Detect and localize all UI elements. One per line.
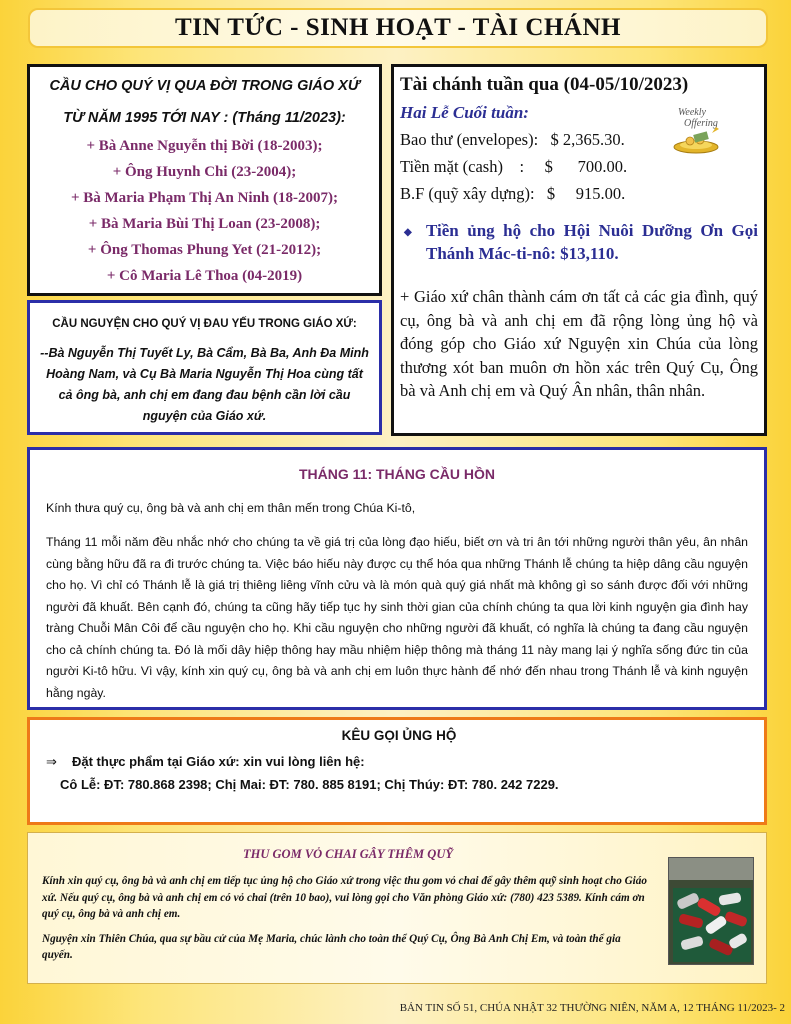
finance-subtitle: Hai Lễ Cuối tuần: (400, 103, 529, 122)
bottle-collection-title: THU GOM VỎ CHAI GÂY THÊM QUỸ (243, 847, 453, 861)
appeal-food-order (46, 752, 752, 772)
deceased-subheading: TỪ NĂM 1995 TỚI NAY : (Tháng 11/2023): (63, 110, 346, 126)
vocation-fund-item (400, 219, 758, 265)
finance-row-building-fund: B.F (quỹ xây dựng): $ 915.00. (400, 184, 626, 203)
deceased-names-list (30, 133, 379, 289)
double-arrow-right-icon: ⇒ (46, 754, 57, 769)
page-header (28, 8, 768, 48)
weekly-offering-icon (670, 103, 730, 159)
footer-issue-info: BẢN TIN SỐ 51, CHÚA NHẬT 32 THƯỜNG NIÊN, NĂM A, 12 THÁNG 11/2023- 2 (399, 1002, 785, 1014)
sick-names-text: --Bà Nguyễn Thị Tuyết Ly, Bà Cẩm, Bà Ba, Anh Đa Minh Hoàng Nam, và Cụ Bà Maria Nguyễn Thị Hoa cùng tất cả ông bà, anh chị em đang đau bệnh cần lời cầu nguyện của Giáo xứ. (40, 346, 369, 423)
bottle-collection-text: Kính xin quý cụ, ông bà và anh chị em tiếp tục ủng hộ cho Giáo xứ trong việc thu gom vỏ chai để gây thêm quỹ sinh hoạt cho Giáo xứ. Nếu quý cụ, ông bà và anh chị em có vỏ chai (trên 10 bao), vui lòng gọi cho Văn phòng Giáo xứ: (780) 423 5389. Kính cám ơn quý cụ, ông bà và anh chị em. (42, 875, 647, 920)
bottles-photo (668, 857, 754, 965)
sick-prayer-box (27, 300, 382, 435)
finance-title: Tài chánh tuần qua (04-05/10/2023) (400, 74, 689, 95)
deceased-name: + Bà Anne Nguyễn thị Bời (18-2003); (86, 138, 323, 154)
finance-row-envelopes: Bao thư (envelopes): $ 2,365.30. (400, 130, 625, 149)
deceased-name: + Bà Maria Bùi Thị Loan (23-2008); (88, 216, 321, 232)
sick-heading: CẦU NGUYỆN CHO QUÝ VỊ ĐAU YẾU TRONG GIÁO XỨ: (52, 318, 357, 330)
finance-row-cash: Tiền mặt (cash) : $ 700.00. (400, 157, 628, 176)
deceased-prayer-box (27, 64, 382, 296)
deceased-name: + Ông Thomas Phung Yet (21-2012); (87, 242, 322, 258)
vocation-fund-text: Tiền ủng hộ cho Hội Nuôi Dưỡng Ơn Gọi Thánh Mác-ti-nô: $13,110. (426, 221, 758, 263)
november-paragraph: Tháng 11 mỗi năm đều nhắc nhớ cho chúng ta về giá trị của lòng đạo hiếu, biết ơn và tri ân tới những người thân yêu, ân nhân cùng bằng hữu đã ra đi trước chúng ta. Việc báo hiếu này được cụ thể hóa qua những Thánh lễ chúng ta hiệp dâng cầu nguyện cho họ. Vì chỉ có Thánh lễ là giá trị thiêng liêng vĩnh cửu và là món quà quý giá nhất mà không gì so sánh được đối với những người đã khuất. Bên cạnh đó, chúng ta cũng hãy tiếp tục hy sinh thời gian của chính chúng ta qua lời kinh nguyện gia đình hay tràng Chuỗi Mân Côi để cầu nguyện cho họ. Khi cầu nguyện cho những người đã khuất, có nghĩa là chúng ta đang cầu nguyện cho cả chính chúng ta. Đó là mối dây hiệp thông hay mầu nhiệm hiệp thông mà tháng 11 này mang lại ý nghĩa sống đức tin của người Ki-tô hữu. Vì vậy, kính xin quý cụ, ông bà và anh chị em luôn thực hành để nhớ đến nhau trong Thánh lễ và kinh nguyện hằng ngày. (46, 535, 748, 700)
deceased-name: + Bà Maria Phạm Thị An Ninh (18-2007); (70, 190, 339, 206)
deceased-name: + Ông Huynh Chi (23-2004); (112, 164, 297, 180)
appeal-food-order-text: Đặt thực phẩm tại Giáo xứ: xin vui lòng liên hệ: (72, 754, 365, 769)
thanks-text: + Giáo xứ chân thành cám ơn tất cả các gia đình, quý cụ, ông bà và anh chị em đã rộng lòng ủng hộ và đóng góp cho Giáo xứ Nguyện xin Chúa của lòng thương xót ban muôn ơn hồn xác trên Quý Cụ, Ông bà và Anh chị em và Quý Ân nhân, thân nhân. (400, 287, 758, 400)
appeal-title: KÊU GỌI ỦNG HỘ (341, 728, 457, 743)
deceased-heading: CẦU CHO QUÝ VỊ QUA ĐỜI TRONG GIÁO XỨ (49, 78, 360, 94)
page-title: TIN TỨC - SINH HOẠT - TÀI CHÁNH (175, 14, 621, 41)
weekly-offering-label: Weekly (678, 107, 706, 118)
diamond-bullet-icon: ◆ (404, 227, 412, 238)
november-box (27, 447, 767, 710)
appeal-contacts: Cô Lễ: ĐT: 780.868 2398; Chị Mai: ĐT: 780. 885 8191; Chị Thúy: ĐT: 780. 242 7229. (60, 777, 559, 792)
november-greeting: Kính thưa quý cụ, ông bà và anh chị em thân mến trong Chúa Ki-tô, (46, 501, 416, 515)
blessing-text: Nguyện xin Thiên Chúa, qua sự bầu cử của Mẹ Maria, chúc lành cho toàn thể Quý Cụ, Ông Bà Anh Chị Em, và toàn thể gia quyến. (42, 932, 621, 961)
deceased-name: + Cô Maria Lê Thoa (04-2019) (106, 268, 303, 284)
finance-box (391, 64, 767, 436)
bottle-collection-box (27, 832, 767, 984)
bottles-image (669, 858, 754, 965)
november-title: THÁNG 11: THÁNG CẦU HỒN (298, 466, 495, 482)
weekly-offering-label: Offering (684, 118, 718, 129)
appeal-box (27, 717, 767, 825)
